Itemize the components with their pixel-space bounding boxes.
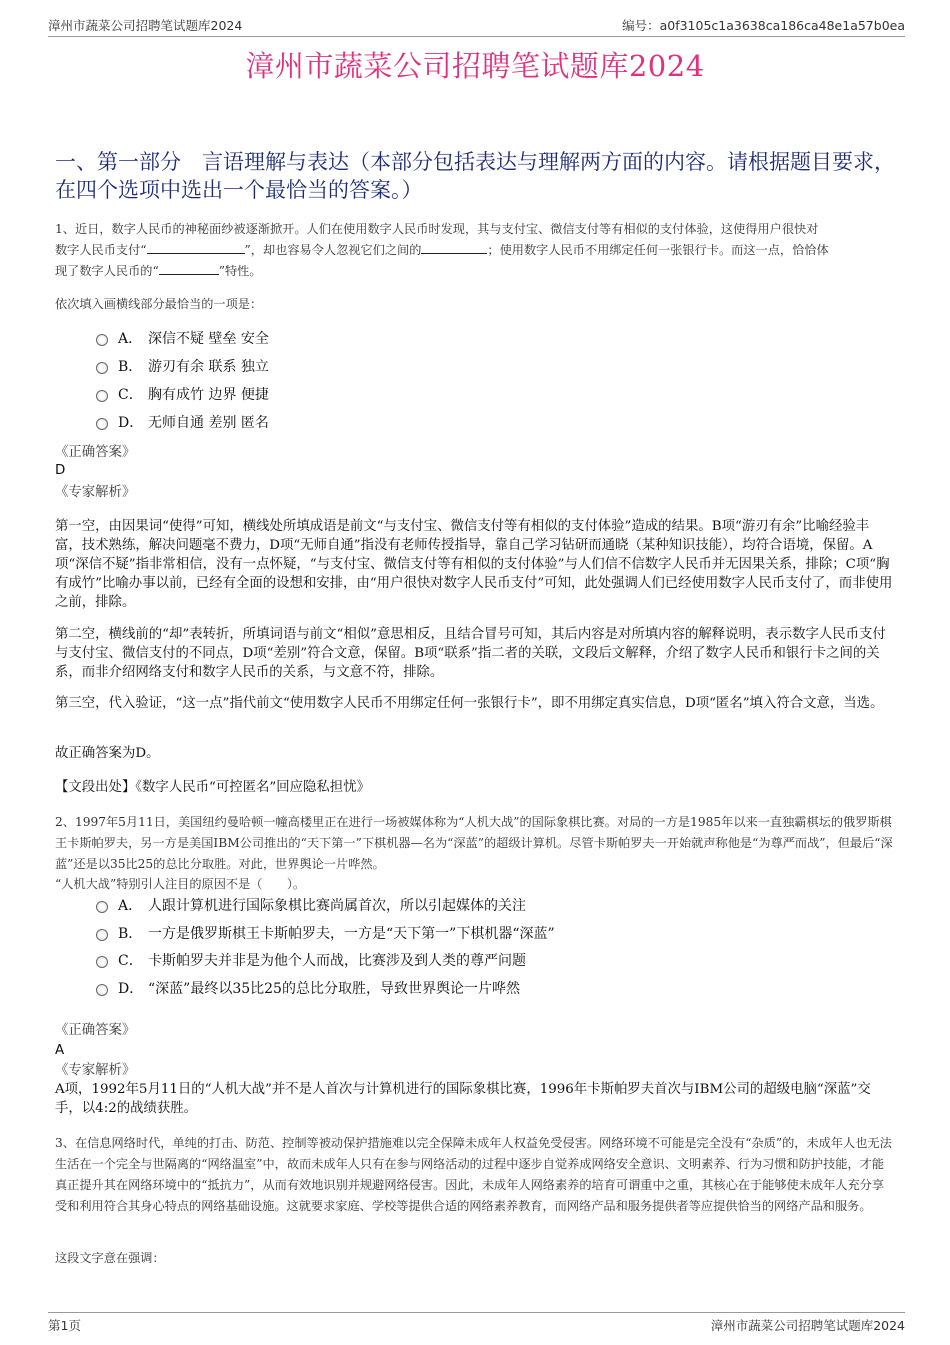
option-text: 无师自通 差别 匿名 bbox=[148, 415, 269, 431]
option-key: D． bbox=[118, 415, 144, 431]
footer-title: 漳州市蔬菜公司招聘笔试题库2024 bbox=[710, 1318, 905, 1333]
radio-icon[interactable] bbox=[96, 929, 108, 941]
option-text: 卡斯帕罗夫并非是为他个人而战，比赛涉及到人类的尊严问题 bbox=[148, 953, 526, 969]
q1-conclusion: 故正确答案为D。 bbox=[55, 746, 160, 761]
q1-analysis-label: 《专家解析》 bbox=[55, 485, 136, 500]
q3-prompt: 这段文字意在强调： bbox=[55, 1251, 165, 1265]
blank-3 bbox=[159, 262, 219, 275]
q2-option-c[interactable] bbox=[96, 950, 526, 972]
page-footer bbox=[48, 1312, 905, 1333]
q2-option-b[interactable] bbox=[96, 923, 555, 945]
option-text: 一方是俄罗斯棋王卡斯帕罗夫，一方是“天下第一”下棋机器“深蓝” bbox=[148, 926, 555, 942]
q1-line-3 bbox=[55, 261, 895, 282]
option-text: 胸有成竹 边界 便捷 bbox=[148, 387, 269, 403]
q2-prompt: “人机大战”特别引人注目的原因不是（ ）。 bbox=[55, 877, 306, 891]
q2-analysis-label: 《专家解析》 bbox=[55, 1063, 136, 1078]
option-text: 人跟计算机进行国际象棋比赛尚属首次，所以引起媒体的关注 bbox=[148, 898, 526, 914]
question-2-stem: 2、1997年5月11日，美国纽约曼哈顿一幢高楼里正在进行一场被媒体称为“人机大战”的国际象棋比赛。对局的一方是1985年以来一直独霸棋坛的俄罗斯棋王卡斯帕罗夫，另一方是美国IBM公司推出的“天下第一”下棋机器—名为“深蓝”的超级计算机。尽管卡斯帕罗夫一开始就声称他是“为尊严而战”，但最后“深蓝”还是以35比25的总比分取胜。对此，世界舆论一片哗然。 bbox=[55, 815, 893, 871]
q1-answer: D bbox=[55, 463, 66, 478]
option-key: B． bbox=[118, 359, 143, 375]
q1-text-2a: 数字人民币支付“ bbox=[55, 243, 147, 257]
option-key: B． bbox=[118, 926, 143, 942]
page-header bbox=[48, 14, 905, 37]
radio-icon[interactable] bbox=[96, 984, 108, 996]
radio-icon[interactable] bbox=[96, 334, 108, 346]
option-text: 深信不疑 壁垒 安全 bbox=[148, 331, 269, 347]
q1-text-2c: ；使用数字人民币不用绑定任何一张银行卡。而这一点，恰恰体 bbox=[487, 243, 829, 257]
question-1-stem bbox=[55, 219, 895, 282]
blank-2 bbox=[421, 241, 487, 254]
q1-line-2 bbox=[55, 240, 895, 261]
option-key: C． bbox=[118, 387, 143, 403]
q1-text-2b: ”，却也容易令人忽视它们之间的 bbox=[244, 243, 422, 257]
q1-text-3a: 现了数字人民币的“ bbox=[55, 264, 159, 278]
option-key: A． bbox=[118, 898, 143, 914]
header-title: 漳州市蔬菜公司招聘笔试题库2024 bbox=[48, 18, 243, 33]
option-text: “深蓝”最终以35比25的总比分取胜，导致世界舆论一片哗然 bbox=[148, 981, 520, 997]
q1-analysis-para-2: 第二空，横线前的“却”表转折，所填词语与前文“相似”意思相反，且结合冒号可知，其后内容是对所填内容的解释说明，表示数字人民币支付与支付宝、微信支付的不同点，D项“差别”符合文意，保留。B项“联系”指二者的关联，文段后文解释，介绍了数字人民币和银行卡之间的关系，而非介绍网络支付和数字人民币的关系，与文意不符，排除。 bbox=[55, 627, 886, 680]
radio-icon[interactable] bbox=[96, 390, 108, 402]
option-key: C． bbox=[118, 953, 143, 969]
q2-answer: A bbox=[55, 1043, 65, 1058]
q1-option-a[interactable] bbox=[96, 328, 269, 350]
q1-option-d[interactable] bbox=[96, 412, 269, 434]
header-doc-id: 编号：a0f3105c1a3638ca186ca48e1a57b0ea bbox=[622, 18, 905, 33]
q2-option-d[interactable] bbox=[96, 978, 520, 1000]
q1-prompt: 依次填入画横线部分最恰当的一项是： bbox=[55, 297, 263, 311]
q1-source: 【文段出处】《数字人民币“可控匿名”回应隐私担忧》 bbox=[55, 780, 370, 795]
radio-icon[interactable] bbox=[96, 956, 108, 968]
option-key: D． bbox=[118, 981, 144, 997]
q1-option-b[interactable] bbox=[96, 356, 269, 378]
q1-text-3b: ”特性。 bbox=[218, 264, 262, 278]
q1-line-1: 1、近日，数字人民币的神秘面纱被逐渐掀开。人们在使用数字人民币时发现，其与支付宝、微信支付等有相似的支付体验，这使得用户很快对 bbox=[55, 222, 819, 236]
radio-icon[interactable] bbox=[96, 362, 108, 374]
radio-icon[interactable] bbox=[96, 901, 108, 913]
q2-option-a[interactable] bbox=[96, 895, 526, 917]
option-text: 游刃有余 联系 独立 bbox=[148, 359, 269, 375]
question-3-stem: 3、在信息网络时代，单纯的打击、防范、控制等被动保护措施难以完全保障未成年人权益免受侵害。网络环境不可能是完全没有“杂质”的，未成年人也无法生活在一个完全与世隔离的“网络温室”中，故而未成年人只有在参与网络活动的过程中逐步自觉养成网络安全意识、文明素养、行为习惯和防护技能，才能真正提升其在网络环境中的“抵抗力”，从而有效地识别并规避网络侵害。因此，未成年人网络素养的培育可谓重中之重，其核心在于能够使未成年人充分享受和利用符合其身心特点的网络基础设施。这就要求家庭、学校等提供合适的网络素养教育，而网络产品和服务提供者等应提供恰当的网络产品和服务。 bbox=[55, 1136, 892, 1213]
section-heading: 一、第一部分 言语理解与表达（本部分包括表达与理解两方面的内容。请根据题目要求，在四个选项中选出一个最恰当的答案。） bbox=[55, 150, 895, 202]
q1-analysis-para-1: 第一空，由因果词“使得”可知，横线处所填成语是前文“与支付宝、微信支付等有相似的支付体验”造成的结果。B项“游刃有余”比喻经验丰富，技术熟练，解决问题毫不费力，D项“无师自通”指没有老师传授指导，靠自己学习钻研而通晓（某种知识技能），均符合语境，保留。A项“深信不疑”指非常相信，没有一点怀疑，“与支付宝、微信支付等有相似的支付体验”与人们信不信数字人民币并无因果关系，排除；C项“胸有成竹”比喻办事以前，已经有全面的设想和安排，由“用户很快对数字人民币支付”可知，此处强调人们已经使用数字人民币支付了，而非使用之前，排除。 bbox=[55, 519, 893, 610]
page-number: 第1页 bbox=[48, 1318, 81, 1333]
q1-option-c[interactable] bbox=[96, 384, 269, 406]
q1-answer-label: 《正确答案》 bbox=[55, 445, 136, 460]
document-title: 漳州市蔬菜公司招聘笔试题库2024 bbox=[245, 49, 705, 83]
blank-1 bbox=[147, 241, 245, 254]
q1-analysis-para-3: 第三空，代入验证，“这一点”指代前文“使用数字人民币不用绑定任何一张银行卡”，即不用绑定真实信息，D项“匿名”填入符合文意，当选。 bbox=[55, 696, 884, 711]
q2-analysis: A项，1992年5月11日的“人机大战”并不是人首次与计算机进行的国际象棋比赛，1996年卡斯帕罗夫首次与IBM公司的超级电脑“深蓝”交手，以4:2的战绩获胜。 bbox=[55, 1082, 871, 1116]
option-key: A． bbox=[118, 331, 143, 347]
radio-icon[interactable] bbox=[96, 418, 108, 430]
q2-answer-label: 《正确答案》 bbox=[55, 1023, 136, 1038]
